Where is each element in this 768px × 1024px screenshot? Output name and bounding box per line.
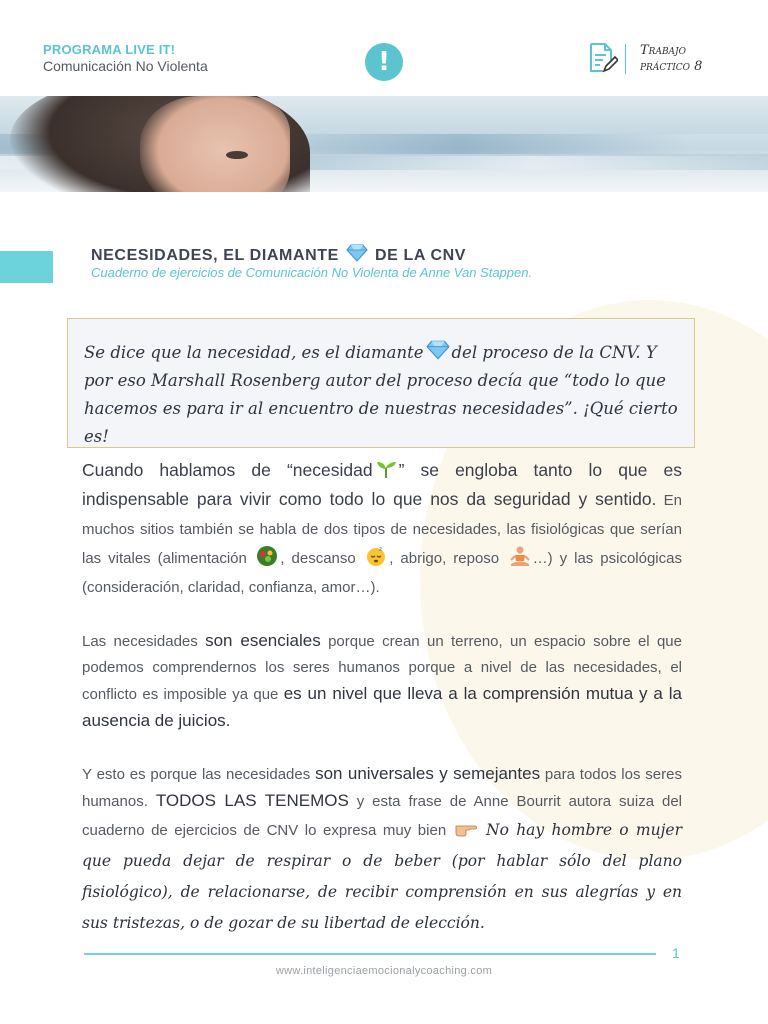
document-edit-icon: [588, 42, 618, 74]
sleeping-face-icon: [365, 545, 387, 567]
paragraph-3-quote: No hay hombre o mujer que pueda dejar de respirar o de beber (por hablar sólo del plano fisiológico), de relacionarse, de recibir comprensión en sus alegrías y en sus tristezas, o de gozar de su libertad de elección.: [82, 821, 682, 932]
paragraph-3-e: y esta frase de Anne Bourrit autora suiza del cuaderno de ejercicios de CNV lo expresa muy bien: [82, 793, 682, 839]
paragraph-1-lead-b: ” se engloba tanto lo que es indispensable para vivir como todo lo que nos da seguridad y sentido.: [82, 460, 682, 509]
main-content: [82, 456, 682, 939]
footer-divider: [84, 953, 656, 955]
seedling-icon: [375, 458, 397, 480]
paragraph-2-d: es un nivel que lleva a la comprensión mutua y a la ausencia de juicios.: [82, 684, 682, 730]
exclamation-icon: !: [365, 43, 403, 81]
meditating-person-icon: [509, 545, 531, 567]
pointing-hand-icon: [455, 817, 477, 839]
quote-part2: del proceso de la CNV. Y por eso Marshall Rosenberg autor del proceso decía que “todo lo que hacemos es para ir al encuentro de nuestras necesidades”. ¡Qué cierto es!: [84, 343, 678, 446]
paragraph-1: [82, 456, 682, 602]
paragraph-2-b: son esenciales: [205, 631, 321, 650]
paragraph-2: [82, 628, 682, 735]
diamond-icon: [426, 340, 450, 360]
paragraph-1-rest-c: , abrigo, reposo: [389, 550, 500, 567]
paragraph-1-lead-a: Cuando hablamos de “necesidad: [82, 460, 373, 480]
quote-box: [67, 318, 695, 448]
worksheet-label-line1: Trabajo: [640, 43, 687, 58]
footer-website-link[interactable]: www.inteligenciaemocionalycoaching.com: [275, 965, 493, 977]
paragraph-1-rest-b: , descanso: [280, 550, 356, 567]
section-title-part1: NECESIDADES, EL DIAMANTE: [91, 247, 339, 264]
section-side-tab: [0, 251, 53, 283]
paragraph-3-d: TODOS LAS TENEMOS: [155, 791, 349, 810]
worksheet-label-line2: práctico 8: [640, 59, 703, 74]
paragraph-3-b: son universales y semejantes: [315, 764, 541, 783]
paragraph-2-c: porque crean un terreno, un espacio sobre el que podemos comprendernos los seres humanos porque a nivel de las necesidades, el conflicto es imposible ya que: [82, 633, 682, 703]
paragraph-1-rest-a: En muchos sitios también se habla de dos tipos de necesidades, las fisiológicas que serían las vitales (alimentación: [82, 492, 683, 567]
section-title-part2: DE LA CNV: [375, 247, 467, 264]
paragraph-3: [82, 761, 682, 939]
woman-eye: [226, 151, 248, 159]
svg-text:z: z: [379, 546, 383, 553]
paragraph-3-c: para todos los seres humanos.: [82, 766, 682, 810]
section-title: [91, 244, 466, 265]
woman-face: [140, 96, 290, 192]
worksheet-label: [640, 43, 702, 75]
paragraph-3-a: Y esto es porque las necesidades: [82, 766, 316, 783]
quote-part1: Se dice que la necesidad, es el diamante: [84, 343, 424, 362]
header-divider: [625, 44, 626, 74]
program-subtitle: Comunicación No Violenta: [43, 58, 208, 74]
page-number: 1: [672, 945, 680, 961]
diamond-icon: [346, 244, 368, 262]
salad-icon: [256, 545, 278, 567]
paragraph-1-rest-d: …) y las psicológicas (consideración, claridad, confianza, amor…).: [82, 550, 682, 596]
header-banner-photo: [0, 96, 768, 192]
paragraph-2-a: Las necesidades: [82, 633, 206, 650]
program-title: PROGRAMA LIVE IT!: [43, 42, 176, 57]
section-subtitle: Cuaderno de ejercicios de Comunicación No Violenta de Anne Van Stappen.: [91, 265, 533, 280]
page-header: [0, 0, 768, 96]
quote-text: [84, 339, 678, 451]
